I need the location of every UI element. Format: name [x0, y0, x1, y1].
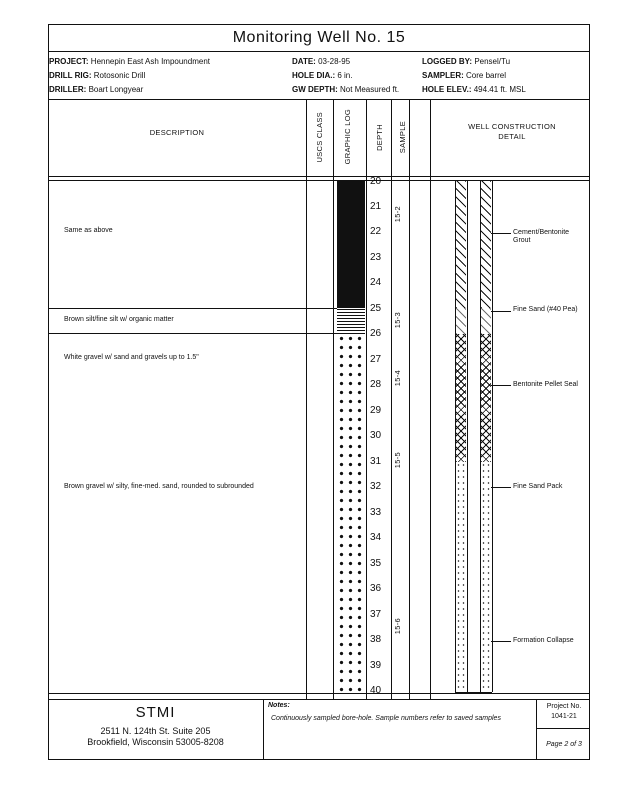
graphic-fill-same	[337, 181, 365, 308]
drill-rig-field	[49, 70, 145, 82]
depth-37: 37	[370, 609, 382, 620]
column-well-label: WELL CONSTRUCTION	[468, 122, 556, 131]
sample-15-5	[393, 452, 402, 470]
column-uscs-label: USCS CLASS	[314, 111, 324, 163]
drill-rig-label: DRILL RIG:	[49, 71, 92, 80]
depth-29: 29	[370, 405, 382, 416]
body-top-line-2	[48, 180, 590, 181]
gw-depth-label: GW DEPTH:	[292, 85, 338, 94]
address-line-2: Brookfield, Wisconsin 53005-8208	[87, 737, 224, 747]
notes-text: Continuously sampled bore-hole. Sample numbers refer to saved samples	[271, 715, 501, 722]
page-number: Page 2 of 3	[546, 741, 582, 748]
company-address	[48, 726, 263, 748]
sample-15-2	[393, 206, 402, 224]
title-divider	[48, 51, 590, 52]
column-uscs	[310, 106, 328, 168]
depth-22: 22	[370, 226, 382, 237]
sample-15-6	[393, 618, 402, 636]
graphic-gravel	[337, 334, 365, 692]
sample-15-6-label: 15-6	[393, 618, 402, 635]
column-well-label-2: DETAIL	[498, 132, 526, 141]
column-graphic-label: GRAPHIC LOG	[342, 109, 352, 165]
well-finesand-right	[481, 308, 491, 334]
column-well	[434, 122, 590, 142]
date-field	[292, 56, 350, 68]
depth-34: 34	[370, 532, 382, 543]
project-no-value: 1041-21	[551, 713, 577, 720]
drill-rig-value: Rotosonic Drill	[93, 71, 146, 80]
depth-32: 32	[370, 481, 382, 492]
well-grout-left	[456, 181, 466, 308]
driller-label: DRILLER:	[49, 85, 87, 94]
hole-dia-label: HOLE DIA.:	[292, 71, 336, 80]
description-brown-gravel: Brown gravel w/ silty, fine-med. sand, rounded to subrounded	[64, 483, 254, 490]
sampler-label: SAMPLER:	[422, 71, 464, 80]
well-label-collapse: Formation Collapse	[513, 637, 574, 644]
date-label: DATE:	[292, 57, 316, 66]
depth-40: 40	[370, 685, 382, 696]
sampler-field	[422, 70, 506, 82]
column-graphic	[338, 106, 356, 168]
well-sandpack-right	[481, 462, 491, 692]
project-field	[49, 56, 210, 68]
project-label: PROJECT:	[49, 57, 89, 66]
driller-field	[49, 84, 143, 96]
divider-well	[430, 99, 431, 699]
sample-15-3	[393, 312, 402, 330]
gw-depth-value: Not Measured ft.	[340, 85, 400, 94]
column-sample-label: SAMPLE	[397, 120, 407, 154]
project-value: Hennepin East Ash Impoundment	[90, 57, 210, 66]
graphic-silt	[337, 308, 365, 334]
well-label-sandpack: Fine Sand Pack	[513, 483, 563, 490]
leader-grout	[491, 233, 511, 234]
divider-uscs	[333, 99, 334, 699]
depth-28: 28	[370, 379, 382, 390]
well-grout-right	[481, 181, 491, 308]
page-title: Monitoring Well No. 15	[232, 29, 406, 46]
depth-20: 20	[370, 176, 382, 187]
driller-value: Boart Longyear	[88, 85, 144, 94]
hole-elev-value: 494.41 ft. MSL	[473, 85, 526, 94]
sample-15-4-label: 15-4	[393, 370, 402, 387]
leader-seal	[491, 385, 511, 386]
hole-elev-field	[422, 84, 526, 96]
footer-divider-3	[536, 728, 590, 729]
sampler-value: Core barrel	[466, 71, 507, 80]
depth-38: 38	[370, 634, 382, 645]
leader-collapse	[491, 641, 511, 642]
description-silt: Brown silt/fine silt w/ organic matter	[64, 316, 174, 323]
body-top-line	[48, 176, 590, 177]
address-line-1: 2511 N. 124th St. Suite 205	[100, 726, 211, 736]
footer-divider-1	[263, 699, 264, 760]
company-name: STMI	[135, 704, 176, 721]
body-bottom-line	[48, 693, 590, 694]
depth-21: 21	[370, 201, 382, 212]
well-label-seal: Bentonite Pellet Seal	[513, 381, 578, 388]
sample-15-5-label: 15-5	[393, 452, 402, 469]
depth-35: 35	[370, 558, 382, 569]
depth-24: 24	[370, 277, 382, 288]
body-bottom-line-2	[48, 699, 590, 700]
hole-dia-value: 6 in.	[337, 71, 353, 80]
depth-26: 26	[370, 328, 382, 339]
logged-by-value: Pensel/Tu	[474, 57, 511, 66]
well-label-finesand: Fine Sand (#40 Pea)	[513, 306, 578, 313]
well-sandpack-left	[456, 462, 466, 692]
leader-finesand	[491, 311, 511, 312]
gw-depth-field	[292, 84, 399, 96]
depth-33: 33	[370, 507, 382, 518]
sample-15-4	[393, 370, 402, 388]
hole-dia-field	[292, 70, 352, 82]
header-divider	[48, 99, 590, 100]
date-value: 03-28-95	[318, 57, 351, 66]
depth-25: 25	[370, 303, 382, 314]
well-seal-left	[456, 334, 466, 462]
leader-sandpack	[491, 487, 511, 488]
depth-23: 23	[370, 252, 382, 263]
depth-30: 30	[370, 430, 382, 441]
project-no-label: Project No.	[546, 703, 582, 710]
depth-31: 31	[370, 456, 382, 467]
depth-39: 39	[370, 660, 382, 671]
hole-elev-label: HOLE ELEV.:	[422, 85, 472, 94]
logged-by-label: LOGGED BY:	[422, 57, 473, 66]
description-white-gravel: White gravel w/ sand and gravels up to 1.5"	[64, 354, 199, 361]
depth-27: 27	[370, 354, 382, 365]
description-line-2	[48, 333, 337, 334]
notes-label: Notes:	[268, 702, 290, 709]
well-label-grout: Cement/Bentonite Grout	[513, 229, 570, 244]
divider-description	[306, 99, 307, 699]
depth-scale	[366, 176, 392, 700]
column-depth	[370, 106, 388, 168]
logged-by-field	[422, 56, 510, 68]
column-depth-label: DEPTH	[374, 123, 384, 151]
divider-sample	[409, 99, 410, 699]
sample-15-2-label: 15-2	[393, 206, 402, 223]
well-seal-right	[481, 334, 491, 462]
description-line-1	[48, 308, 337, 309]
description-same: Same as above	[64, 227, 113, 234]
depth-36: 36	[370, 583, 382, 594]
footer-divider-2	[536, 699, 537, 760]
well-finesand-left	[456, 308, 466, 334]
sample-15-3-label: 15-3	[393, 312, 402, 329]
column-description: DESCRIPTION	[149, 128, 205, 137]
